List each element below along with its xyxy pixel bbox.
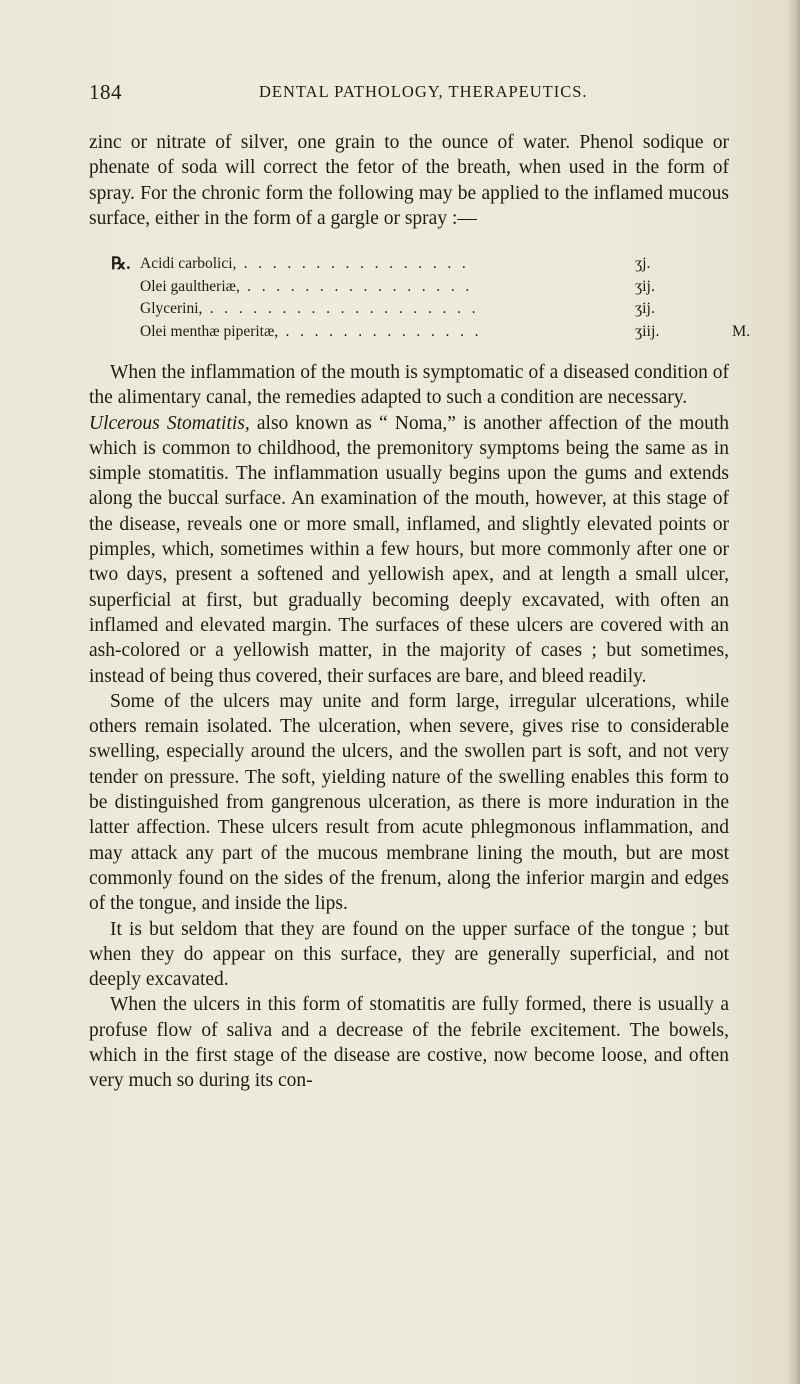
ingredient-name [140, 321, 635, 344]
prescription [111, 253, 751, 343]
italic-term: Ulcerous Stomatitis, [89, 412, 250, 434]
running-title: DENTAL PATHOLOGY, THERAPEUTICS. [259, 82, 588, 101]
page-number: 184 [89, 80, 122, 104]
ingredient-label: Acidi carbolici, [140, 255, 237, 272]
dot-leader: . . . . . . . . . . . . . . . . . . . [202, 300, 479, 317]
ingredient-name [140, 298, 635, 321]
main-text [89, 360, 729, 1094]
recipe-symbol: ℞. [111, 254, 131, 273]
ingredient-quantity: ʒij. [635, 300, 655, 317]
ingredient-quantity: ʒij. [635, 277, 655, 295]
prescription-signature: M. [732, 322, 751, 340]
ingredient-quantity: ʒiij. [635, 322, 660, 340]
prescription-row [111, 321, 751, 344]
intro-paragraph: zinc or nitrate of silver, one grain to the ounce of water. Phenol sodique or phenate of soda will correct the fetor of the breath, when used in the form of spray. For the chronic form the following may be applied to the inflamed mucous surface, either in the form of a gargle or spray :— [89, 132, 729, 229]
ingredient-label: Olei gaultheriæ, [140, 277, 240, 295]
dot-leader: . . . . . . . . . . . . . . [278, 322, 482, 340]
paragraph-text: also known as “ Noma,” is another affection of the mouth which is common to childhood, the premonitory symptoms being the same as in simple stomatitis. The inflammation usually begins upon the gums and extends along the buccal surface. An examination of the mouth, however, at this stage of the disease, reveals one or more small, inflamed, and slightly elevated points or pimples, which, sometimes within a few hours, but more commonly after one or two days, present a softened and yellowish apex, and at length a small ulcer, superficial at first, but gradually becoming deeply excavated, with often an inflamed and elevated margin. The surfaces of these ulcers are covered with an ash-colored or a yellowish matter, in the majority of cases ; but sometimes, instead of being thus covered, their surfaces are bare, and bleed readily. [89, 412, 729, 687]
paragraph: When the ulcers in this form of stomatitis are fully formed, there is usually a profuse flow of saliva and a decrease of the febrile excitement. The bowels, which in the first stage of the disease are costive, now become loose, and often very much so during its con- [89, 994, 729, 1092]
prescription-row [111, 276, 731, 299]
paragraph: When the inflammation of the mouth is symptomatic of a diseased condition of the alimentary canal, the remedies adapted to such a condition are necessary. [89, 362, 729, 409]
paragraph: It is but seldom that they are found on the upper surface of the tongue ; but when they do appear on this surface, they are generally superficial, and not deeply excavated. [89, 918, 729, 991]
page-edge-shadow [786, 0, 800, 1384]
dot-leader: . . . . . . . . . . . . . . . . [236, 255, 470, 272]
prescription-row [111, 253, 731, 276]
running-head [89, 80, 729, 110]
paragraph: Some of the ulcers may unite and form large, irregular ulcerations, while others remain isolated. The ulceration, when severe, gives rise to considerable swelling, especially around the ulcers, and the swollen part is soft, and not very tender on pressure. The soft, yielding nature of the swelling enables this form to be distinguished from gangrenous ulceration, as there is more induration in the latter affection. These ulcers result from acute phlegmonous inflammation, and may attack any part of the mucous membrane lining the mouth, but are most commonly found on the sides of the frenum, along the inferior margin and edges of the tongue, and inside the lips. [89, 690, 729, 915]
ingredient-label: Glycerini, [140, 300, 203, 317]
ingredient-name [140, 276, 635, 299]
ingredient-quantity: ʒj. [635, 255, 651, 272]
paragraph [89, 411, 729, 689]
dot-leader: . . . . . . . . . . . . . . . . [239, 277, 473, 295]
ingredient-label: Olei menthæ piperitæ, [140, 322, 279, 340]
ingredient-name [140, 253, 635, 276]
prescription-row [111, 298, 731, 321]
